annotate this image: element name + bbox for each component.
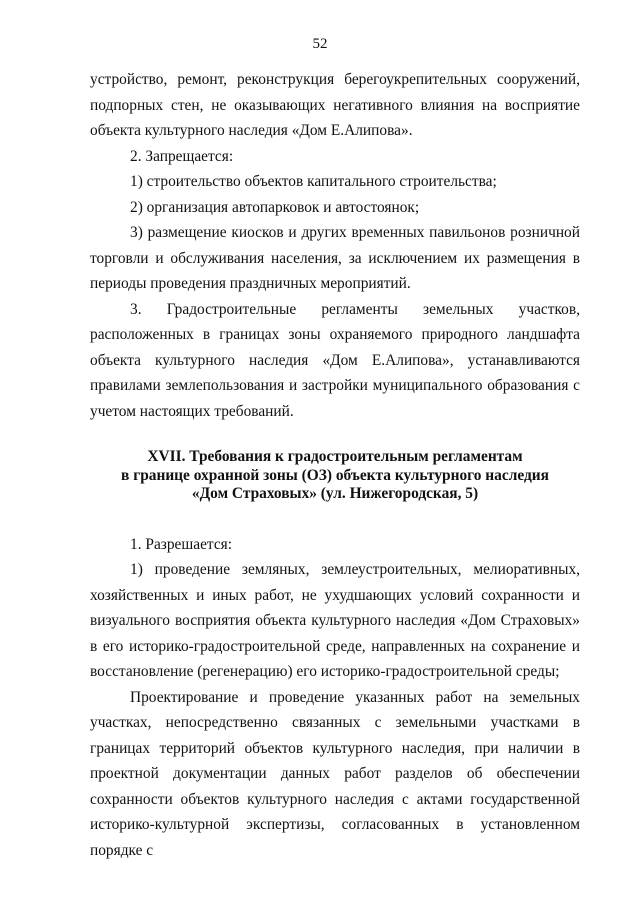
paragraph: устройство, ремонт, реконструкция берегоукрепительных сооружений, подпорных стен, не оказывающих негативного влияния на восприятие объекта культурного наследия «Дом Е.Алипова». <box>90 71 580 139</box>
paragraph: 1. Разрешается: <box>130 535 233 553</box>
paragraph: 1) строительство объектов капитального строительства; <box>130 173 497 190</box>
paragraph: 2) организация автопарковок и автостоянок; <box>130 198 420 216</box>
page-number: 52 <box>312 36 328 52</box>
section-heading-line: в границе охранной зоны (ОЗ) объекта культурного наследия <box>121 466 549 484</box>
paragraph: 3) размещение киосков и других временных павильонов розничной торговли и обслуживания населения, за исключением их размещения в периоды проведения праздничных мероприятий. <box>90 224 580 292</box>
paragraph: 1) проведение земляных, землеустроительных, мелиоративных, хозяйственных и иных работ, не ухудшающих условий сохранности и визуального восприятия объекта культурного наследия «Дом Страховых» в его историко-градостроительной среде, направленных на сохранение и восстановление (регенерацию) его историко-градостроительной среды; <box>90 561 580 680</box>
section-heading <box>90 448 580 504</box>
paragraph: 2. Запрещается: <box>130 147 234 165</box>
paragraph: 3. Градостроительные регламенты земельных участков, расположенных в границах зоны охраняемого природного ландшафта объекта культурного наследия «Дом Е.Алипова», устанавливаются правилами землепользования и застройки муниципального образования с учетом настоящих требований. <box>90 300 580 420</box>
paragraph: Проектирование и проведение указанных работ на земельных участках, непосредственно связанных с земельными участками в границах территорий объектов культурного наследия, при наличии в проектной документации данных работ разделов об обеспечении сохранности объектов культурного наследия с актами государственной историко-культурной экспертизы, согласованных в установленном порядке с <box>90 688 580 859</box>
document-body <box>90 67 580 863</box>
section-heading-line: «Дом Страховых» (ул. Нижегородская, 5) <box>191 485 479 502</box>
section-heading-line: XVII. Требования к градостроительным регламентам <box>147 448 523 465</box>
